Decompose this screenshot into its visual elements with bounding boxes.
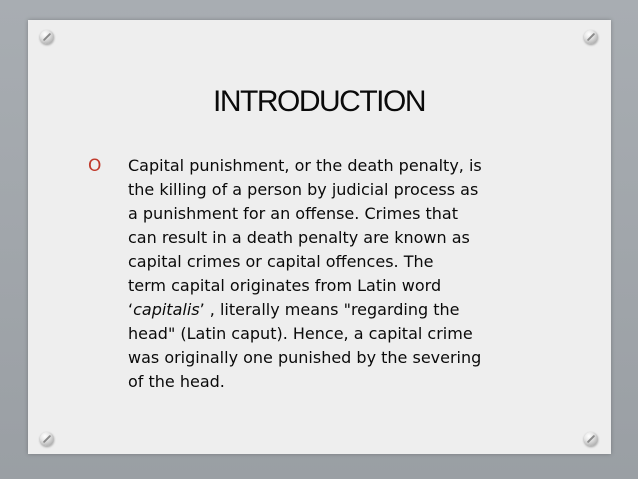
text-line: the killing of a person by judicial process as [128,180,479,199]
text-line: Capital punishment, or the death penalty, is [128,156,482,175]
text-line: a punishment for an offense. Crimes that [128,204,458,223]
text-line: head" (Latin caput). Hence, a capital crime [128,324,473,343]
screw-icon [584,432,598,446]
text-line: term capital originates from Latin word [128,276,442,295]
text-line [128,298,556,322]
screw-icon [584,30,598,44]
open-quote: ‘ [128,300,134,319]
screw-icon [40,432,54,446]
bullet-text [128,154,556,394]
slide-title: INTRODUCTION [213,85,425,118]
line-remainder: ’ , literally means "regarding the [199,300,460,319]
text-line: of the head. [128,372,225,391]
italic-term: capitalis [133,300,200,319]
text-line: was originally one punished by the severing [128,348,482,367]
text-line: can result in a death penalty are known as [128,228,470,247]
screw-icon [40,30,54,44]
text-line: capital crimes or capital offences. The [128,252,434,271]
bullet-marker: O [88,156,102,176]
